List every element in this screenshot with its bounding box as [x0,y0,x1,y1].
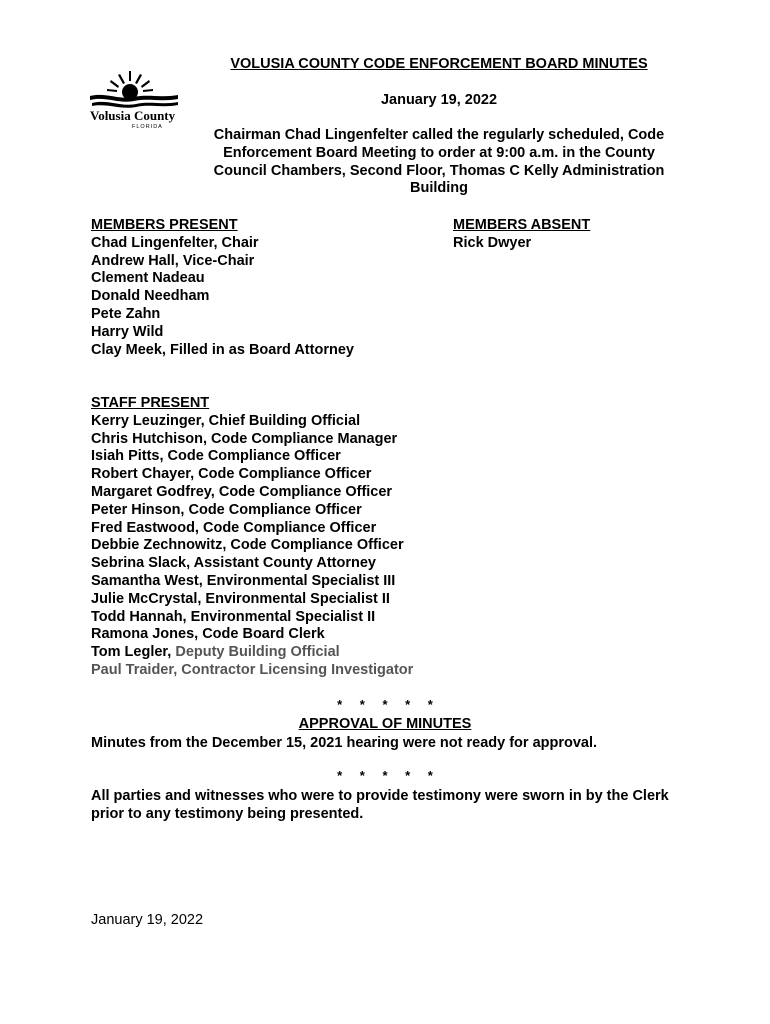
staff-name: Todd Hannah, Environmental Specialist II [91,608,376,625]
staff-name: Julie McCrystal, Environmental Specialist II [91,590,390,607]
staff-name: Chris Hutchison, Code Compliance Manager [91,430,398,447]
page-title: VOLUSIA COUNTY CODE ENFORCEMENT BOARD MINUTES [230,56,648,72]
staff-name: Peter Hinson, Code Compliance Officer [91,501,362,518]
member-name: Chad Lingenfelter, Chair [91,234,259,251]
staff-name: Fred Eastwood, Code Compliance Officer [91,519,377,536]
staff-name: Sebrina Slack, Assistant County Attorney [91,555,376,572]
member-name: Harry Wild [91,323,164,340]
approval-heading: APPROVAL OF MINUTES [298,716,472,732]
staff-name: Robert Chayer, Code Compliance Officer [91,466,372,483]
section-separator: * * * * * [337,768,433,783]
members-present-heading: MEMBERS PRESENT [91,217,238,233]
staff-name-part: Tom Legler, [91,644,176,661]
meeting-date: January 19, 2022 [380,92,498,108]
member-name: Donald Needham [91,288,210,305]
footer-date: January 19, 2022 [91,912,204,928]
members-present-section [91,217,354,359]
section-separator: * * * * * [337,697,433,712]
svg-text:Volusia County: Volusia County [90,108,176,123]
svg-text:FLORIDA: FLORIDA [132,124,163,130]
staff-present-section [91,395,413,680]
staff-name-tom-legler [91,644,413,662]
staff-name: Paul Traider, Contractor Licensing Investigator [91,661,414,678]
approval-text: Minutes from the December 15, 2021 hearing were not ready for approval. [91,735,598,751]
member-name: Pete Zahn [91,305,161,322]
absent-member-name: Rick Dwyer [453,234,532,251]
staff-name: Margaret Godfrey, Code Compliance Officer [91,483,393,500]
members-absent-heading: MEMBERS ABSENT [453,217,591,233]
intro-paragraph: Chairman Chad Lingenfelter called the regularly scheduled, Code Enforcement Board Meeting to order at 9:00 a.m. in the County Council Chambers, Second Floor, Thomas C Kelly Administration Building [213,127,665,197]
staff-present-heading: STAFF PRESENT [91,395,210,411]
staff-name: Ramona Jones, Code Board Clerk [91,626,325,643]
member-name: Clay Meek, Filled in as Board Attorney [91,341,354,358]
member-name: Andrew Hall, Vice-Chair [91,252,255,269]
sworn-in-paragraph: All parties and witnesses who were to provide testimony were sworn in by the Clerk prior to any testimony being presented. [91,788,669,822]
staff-name: Isiah Pitts, Code Compliance Officer [91,448,341,465]
staff-name: Samantha West, Environmental Specialist III [91,572,396,589]
staff-name: Kerry Leuzinger, Chief Building Official [91,412,361,429]
staff-name: Debbie Zechnowitz, Code Compliance Officer [91,537,404,554]
member-name: Clement Nadeau [91,270,205,287]
staff-title-part: Deputy Building Official [175,644,340,661]
members-absent-section [453,217,590,253]
